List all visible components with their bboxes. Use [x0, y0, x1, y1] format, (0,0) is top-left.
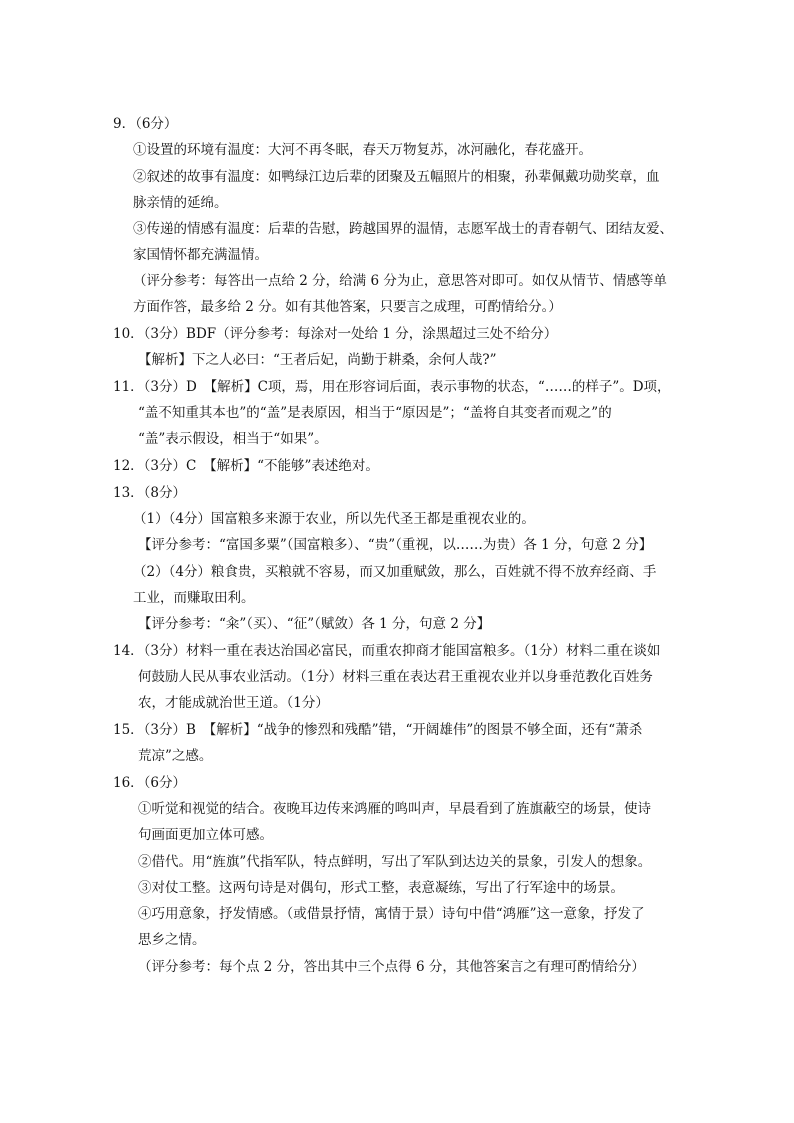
q14-line-3: 农，才能成就治世王道。（1分） [138, 695, 329, 711]
q13-sub-2-line-1: （2）（4分）粮食贵，买粮就不容易，而又加重赋敛，那么，百姓就不得不放弃经商、手 [133, 564, 657, 580]
q16-point-3: ③对仗工整。这两句诗是对偶句，形式工整，表意凝练，写出了行军途中的场景。 [138, 880, 624, 896]
q11-line-2: “盖不知重其本也”的“盖”是表原因，相当于“原因是”；“盖将自其变者而观之”的 [138, 405, 612, 421]
q9-scoring-note-line-2: 方面作答，最多给 2 分。如有其他答案，只要言之成理，可酌情给分。） [133, 299, 562, 315]
q13-sub-1: （1）（4分）国富粮多来源于农业，所以先代圣王都是重视农业的。 [133, 511, 535, 527]
q9-point-2-line-2: 脉亲情的延绵。 [133, 195, 228, 211]
q9-scoring-note-line-1: （评分参考：每答出一点给 2 分，给满 6 分为止，意思答对即可。如仅从情节、情感等单 [133, 273, 667, 289]
q13-sub-2-scoring: 【评分参考：“籴”（买）、“征”（赋敛）各 1 分，句意 2 分】 [138, 616, 491, 632]
q9-point-1: ①设置的环境有温度：大河不再冬眠，春天万物复苏，冰河融化，春花盛开。 [133, 142, 592, 158]
q16-point-2: ②借代。用“旌旗”代指军队，特点鲜明，写出了军队到达边关的景象，引发人的想象。 [138, 854, 652, 870]
q13-heading: 13．（8分） [113, 485, 187, 501]
q9-point-3-line-2: 家国情怀都充满温情。 [133, 247, 268, 263]
q14-line-1: 14．（3分）材料一重在表达治国必富民，而重农抑商才能国富粮多。（1分）材料二重在谈如 [113, 643, 661, 659]
q16-point-1-line-2: 句画面更加立体可感。 [138, 827, 273, 843]
q16-heading: 16．（6分） [113, 775, 187, 791]
q9-point-2-line-1: ②叙述的故事有温度：如鸭绿江边后辈的团聚及五幅照片的相聚，孙辈佩戴功勋奖章，血 [133, 169, 660, 185]
q9-point-3-line-1: ③传递的情感有温度：后辈的告慰，跨越国界的温情，志愿军战士的青春朝气、团结友爱、 [133, 221, 673, 237]
q10-answer: 10．（3分）BDF（评分参考：每涂对一处给 1 分，涂黑超过三处不给分） [113, 326, 558, 342]
q16-scoring-note: （评分参考：每个点 2 分，答出其中三个点得 6 分，其他答案言之有理可酌情给分） [138, 959, 645, 975]
q13-sub-2-line-2: 工业，而赚取田利。 [133, 590, 255, 606]
q16-point-4-line-2: 思乡之情。 [138, 932, 206, 948]
q16-point-1-line-1: ①听觉和视觉的结合。夜晚耳边传来鸿雁的鸣叫声，早晨看到了旌旗蔽空的场景，使诗 [138, 801, 651, 817]
q13-sub-1-scoring: 【评分参考：“富国多粟”（国富粮多）、“贵”（重视，以……为贵）各 1 分，句意 2 分】 [138, 537, 653, 553]
q16-point-4-line-1: ④巧用意象，抒发情感。（或借景抒情，寓情于景）诗句中借“鸿雁”这一意象，抒发了 [138, 906, 645, 922]
q11-line-1: 11．（3分）D 【解析】C项，焉，用在形容词后面，表示事物的状态，“……的样子”。D项， [113, 379, 671, 395]
q14-line-2: 何鼓励人民从事农业活动。（1分）材料三重在表达君王重视农业并以身垂范教化百姓务 [138, 669, 653, 685]
q15-line-1: 15．（3分）B 【解析】“战争的惨烈和残酷”错，“开阔雄伟”的图景不够全面，还有“萧杀 [113, 722, 643, 738]
q12-answer: 12．（3分）C 【解析】“不能够”表述绝对。 [113, 458, 379, 474]
q11-line-3: “盖”表示假设，相当于“如果”。 [138, 431, 328, 447]
q10-analysis: 【解析】下之人必曰：“王者后妃，尚勤于耕桑，余何人哉?” [138, 352, 497, 368]
q15-line-2: 荒凉”之感。 [138, 748, 213, 764]
q9-heading: 9．（6分） [113, 116, 178, 132]
